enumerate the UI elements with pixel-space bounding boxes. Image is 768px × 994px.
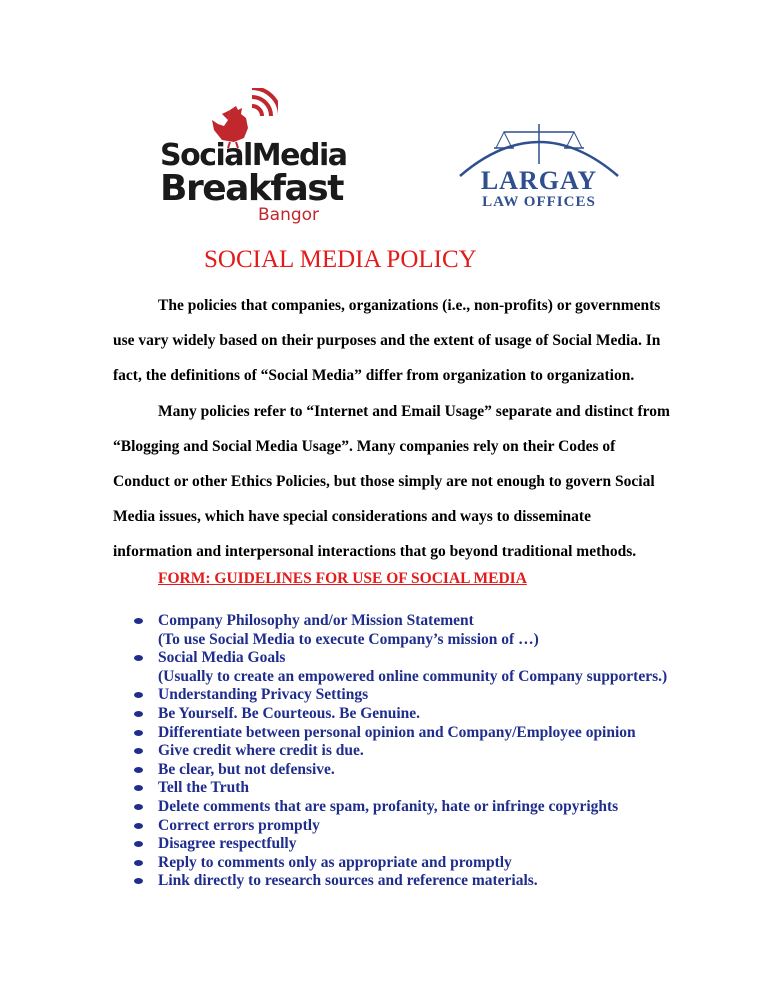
bullet-icon <box>134 804 143 810</box>
guideline-item <box>134 779 694 798</box>
social-media-breakfast-logo <box>158 88 347 228</box>
guideline-item <box>134 742 694 761</box>
largay-law-offices-logo <box>456 118 622 218</box>
logo-text-socialmedia: SocialMedia <box>160 138 347 173</box>
guideline-text: Reply to comments only as appropriate and promptly <box>158 853 512 871</box>
guidelines-list <box>134 612 694 891</box>
bullet-icon <box>134 878 143 884</box>
guideline-text: Differentiate between personal opinion and Company/Employee opinion <box>158 723 636 741</box>
bullet-icon <box>134 748 143 754</box>
guideline-item <box>134 724 694 743</box>
logo-text-bangor: Bangor <box>258 205 320 225</box>
logo-text-largay: LARGAY <box>480 166 598 195</box>
bullet-icon <box>134 841 143 847</box>
guideline-item <box>134 854 694 873</box>
guideline-text: Link directly to research sources and reference materials. <box>158 872 538 890</box>
guideline-text: Tell the Truth <box>158 779 250 797</box>
paragraph-intro <box>113 288 673 393</box>
paragraph-intro-text: The policies that companies, organizations (i.e., non-profits) or governments use vary widely based on their purposes and the extent of usage of Social Media. In fact, the definitions of “Social Media” differ from organization to organization. <box>113 297 661 384</box>
guideline-text: Be Yourself. Be Courteous. Be Genuine. <box>158 704 421 722</box>
bullet-icon <box>134 618 143 624</box>
document-title: SOCIAL MEDIA POLICY <box>204 246 477 273</box>
guideline-subtext: (To use Social Media to execute Company’s mission of …) <box>158 630 539 648</box>
guideline-text: Be clear, but not defensive. <box>158 760 335 778</box>
guideline-item <box>134 612 694 649</box>
bullet-icon <box>134 692 143 698</box>
guideline-text: Understanding Privacy Settings <box>158 686 369 704</box>
guideline-text: Correct errors promptly <box>158 816 320 834</box>
guideline-item <box>134 705 694 724</box>
bullet-icon <box>134 730 143 736</box>
bullet-icon <box>134 767 143 773</box>
paragraph-policies <box>113 394 673 569</box>
paragraph-policies-text: Many policies refer to “Internet and Email Usage” separate and distinct from “Blogging and Social Media Usage”. Many companies rely on their Codes of Conduct or other Ethics Policies, but those simply are not enough to govern Social Media issues, which have special considerations and ways to disseminate information and interpersonal interactions that go beyond traditional methods. <box>113 403 670 560</box>
guideline-item <box>134 835 694 854</box>
guideline-subtext: (Usually to create an empowered online community of Company supporters.) <box>158 667 668 685</box>
guideline-text: Give credit where credit is due. <box>158 742 364 760</box>
bullet-icon <box>134 655 143 661</box>
guideline-text: Social Media Goals <box>158 649 286 667</box>
form-heading: FORM: GUIDELINES FOR USE OF SOCIAL MEDIA <box>158 570 527 587</box>
guideline-text: Delete comments that are spam, profanity, hate or infringe copyrights <box>158 797 619 815</box>
bullet-icon <box>134 823 143 829</box>
guideline-item <box>134 817 694 836</box>
guideline-text: Company Philosophy and/or Mission Statement <box>158 612 474 629</box>
guideline-item <box>134 872 694 891</box>
bullet-icon <box>134 860 143 866</box>
guideline-text: Disagree respectfully <box>158 835 297 853</box>
guideline-item <box>134 649 694 686</box>
guideline-item <box>134 798 694 817</box>
logo-text-breakfast: Breakfast <box>160 168 343 209</box>
logo-text-law-offices: LAW OFFICES <box>482 194 596 210</box>
guideline-item <box>134 686 694 705</box>
guideline-item <box>134 761 694 780</box>
bullet-icon <box>134 711 143 717</box>
bullet-icon <box>134 785 143 791</box>
